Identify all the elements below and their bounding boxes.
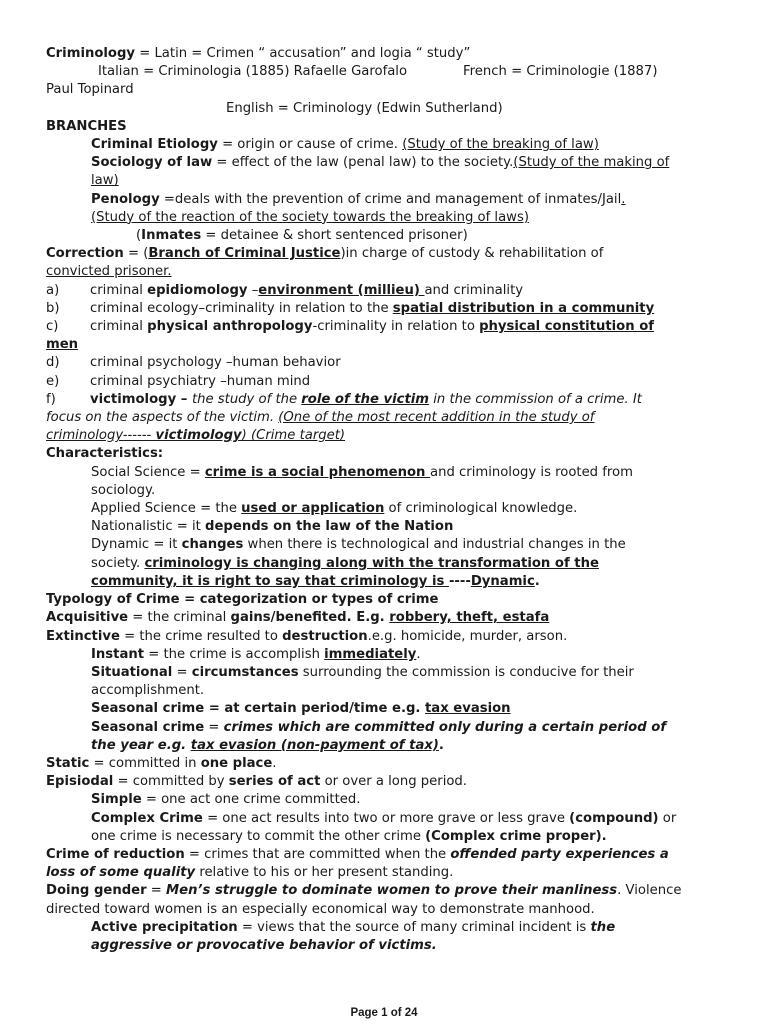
term: Criminology [46, 46, 136, 61]
text: of criminological knowledge. [384, 501, 578, 517]
text-line [46, 737, 726, 755]
text-line [46, 136, 726, 154]
term: depends on the law of the Nation [205, 519, 454, 535]
term: Correction [46, 246, 124, 262]
text-line [46, 191, 726, 209]
list-item [46, 318, 726, 336]
text: )in charge of custody & rehabilitation of [340, 246, 604, 262]
term: Static [46, 755, 90, 771]
text-line [46, 81, 726, 99]
text-line [46, 45, 726, 63]
text: one crime is necessary to commit the other crime [91, 828, 426, 844]
list-item [46, 300, 726, 318]
text: (Study of the making of [513, 155, 670, 171]
heading-text: Characteristics: [46, 446, 164, 462]
term: used or application [241, 501, 385, 517]
text: and criminology is rooted from [430, 464, 633, 480]
list-marker: b) [46, 300, 60, 316]
text-line [46, 536, 726, 554]
term: Simple [91, 792, 142, 808]
term: Penology [91, 191, 160, 207]
text-line [46, 154, 726, 172]
term: loss of some quality [46, 865, 196, 881]
text: = ( [123, 246, 149, 262]
text: convicted prisoner. [46, 264, 172, 280]
page-footer [0, 1007, 768, 1019]
term: one place [200, 755, 273, 771]
term: the [590, 919, 616, 935]
text-line [46, 791, 726, 809]
page-content [46, 45, 726, 955]
term: tax evasion [425, 701, 511, 717]
list-item [46, 373, 726, 391]
text-line [46, 773, 726, 791]
text-line [46, 409, 726, 427]
text-line [46, 864, 726, 882]
text-line [46, 172, 726, 190]
text: = origin or cause of crime. [217, 137, 403, 153]
text-line [46, 682, 726, 700]
term: (Complex crime proper). [425, 828, 607, 844]
term: Active precipitation [91, 919, 238, 935]
term: Branch of Criminal Justice [148, 246, 341, 262]
text: law) [91, 173, 119, 189]
text: when there is technological and industrial changes in the [243, 537, 626, 553]
text-line [46, 245, 726, 263]
text-line [46, 464, 726, 482]
list-marker: d) [46, 355, 60, 371]
term: criminology is changing along with the transformation of the [144, 555, 599, 571]
text: Paul Topinard [46, 82, 134, 98]
term: series of act [228, 774, 321, 790]
term: Seasonal crime = at certain period/time e.g. [91, 701, 425, 717]
term: victimology [155, 428, 242, 444]
text-line [46, 227, 726, 245]
term: Sociology of law [91, 155, 213, 171]
section-heading [46, 445, 726, 463]
text-line [46, 810, 726, 828]
text: . [416, 646, 421, 662]
text-line [46, 263, 726, 281]
term: Doing gender [46, 883, 147, 899]
term: destruction [282, 628, 368, 644]
heading-text: BRANCHES [46, 118, 127, 134]
text: = detainee & short sentenced prisoner) [201, 228, 468, 244]
text: . [621, 191, 626, 207]
text: criminal [90, 319, 148, 335]
term: Crime of reduction [46, 846, 185, 862]
text-line [46, 518, 726, 536]
text-line [46, 700, 726, 718]
text: or over a long period. [320, 774, 467, 790]
text-line [46, 919, 726, 937]
text-line [46, 427, 726, 445]
term: offended party experiences a [450, 846, 669, 862]
term: circumstances [191, 664, 299, 680]
text: = crimes that are committed when the [184, 846, 451, 862]
text: = the crime resulted to [119, 628, 283, 644]
text: ( [136, 228, 142, 244]
text: = the crime is accomplish [144, 646, 325, 662]
text-line [46, 664, 726, 682]
term: role of the victim [301, 391, 430, 407]
list-marker: e) [46, 373, 60, 389]
text: (One of the most recent addition in the study of [278, 410, 595, 426]
term: Dynamic [470, 573, 535, 589]
text: criminal [90, 282, 148, 298]
text: ) (Crime target) [241, 428, 346, 444]
text-line [46, 719, 726, 737]
text: and criminality [424, 282, 524, 298]
text: Nationalistic = it [91, 519, 206, 535]
text: = views that the source of many criminal incident is [237, 919, 591, 935]
text: Social Science = [91, 464, 205, 480]
text: sociology. [91, 482, 156, 498]
text: = committed by [113, 774, 229, 790]
term: (compound) [569, 810, 659, 826]
text-line [46, 609, 726, 627]
heading-text: Typology of Crime = categorization or types of crime [46, 592, 439, 608]
text: = [172, 664, 192, 680]
text-line [46, 555, 726, 573]
page-number: Page 1 of 24 [350, 1007, 418, 1019]
section-heading [46, 591, 726, 609]
term: Seasonal crime [91, 719, 205, 735]
term: Inmates [141, 228, 202, 244]
term: men [46, 337, 79, 353]
text: = Latin = Crimen “ accusation” and logia “ study” [135, 46, 471, 61]
list-item [46, 354, 726, 372]
text: .e.g. homicide, murder, arson. [367, 628, 568, 644]
term: community, it is right to say that criminology is [91, 573, 449, 589]
text: = [146, 883, 167, 899]
term: Instant [91, 646, 145, 662]
term: crime is a social phenomenon [204, 464, 431, 480]
text: surrounding the commission is conducive for their [298, 664, 634, 680]
term: tax evasion (non-payment of tax) [190, 737, 439, 753]
text: – [247, 282, 259, 298]
text-line [46, 628, 726, 646]
text-line [46, 500, 726, 518]
text: Dynamic = it [91, 537, 182, 553]
text: focus on the aspects of the victim. [46, 410, 279, 426]
list-marker: c) [46, 319, 59, 335]
text: (Study of the breaking of law) [402, 137, 599, 153]
text-line [46, 901, 726, 919]
term: Episiodal [46, 774, 114, 790]
term: epidiomology [147, 282, 248, 298]
text: or [658, 810, 677, 826]
term: physical constitution of [479, 319, 655, 335]
term: . [534, 573, 540, 589]
section-heading [46, 118, 726, 136]
term: gains/benefited. E.g. [230, 610, 390, 626]
term: Extinctive [46, 628, 120, 644]
text-line [46, 846, 726, 864]
text-line [46, 482, 726, 500]
text: criminal psychology –human behavior [90, 355, 341, 371]
text: French = Criminologie (1887) [463, 64, 658, 80]
term: Criminal Etiology [91, 137, 218, 153]
term: Situational [91, 664, 173, 680]
term: Complex Crime [91, 810, 203, 826]
text: directed toward women is an especially economical way to demonstrate manhood. [46, 901, 595, 917]
text-line [46, 937, 726, 955]
list-marker: a) [46, 282, 60, 298]
term: physical anthropology [147, 319, 313, 335]
text: Applied Science = the [91, 501, 242, 517]
term: Acquisitive [46, 610, 129, 626]
text: English = Criminology (Edwin Sutherland) [226, 100, 503, 116]
text: = effect of the law (penal law) to the society. [212, 155, 514, 171]
text: accomplishment. [91, 683, 205, 699]
text: . [272, 755, 277, 771]
list-item [46, 391, 726, 409]
term: changes [181, 537, 244, 553]
text: = one act one crime committed. [141, 792, 361, 808]
list-marker: f) [46, 391, 56, 407]
term: ---- [448, 573, 471, 589]
text: in the commission of a crime. It [429, 391, 642, 407]
list-item [46, 282, 726, 300]
text: relative to his or her present standing. [195, 865, 454, 881]
text-line [46, 755, 726, 773]
term: the year e.g. [91, 737, 191, 753]
text: Italian = Criminologia (1885) Rafaelle Garofalo [98, 64, 408, 80]
term: robbery, theft, estafa [389, 610, 550, 626]
text-line [46, 336, 726, 354]
term: crimes which are committed only during a certain period of [223, 719, 667, 735]
text: the study of the [191, 391, 302, 407]
term: environment (millieu) [258, 282, 425, 298]
text-line [46, 63, 726, 81]
text: society. [91, 555, 145, 571]
term: spatial distribution in a community [392, 300, 655, 316]
text: -criminality in relation to [312, 319, 480, 335]
text-line [46, 573, 726, 591]
text-line [46, 882, 726, 900]
text: . Violence [617, 883, 682, 899]
text: = the criminal [128, 610, 231, 626]
text: criminology------ [46, 428, 156, 444]
text: = [204, 719, 224, 735]
term: Men’s struggle to dominate women to prove their manliness [166, 883, 618, 899]
term: immediately [324, 646, 417, 662]
text-line [46, 646, 726, 664]
text: (Study of the reaction of the society towards the breaking of laws) [91, 209, 529, 225]
term: aggressive or provocative behavior of victims. [91, 937, 437, 953]
text-line [46, 828, 726, 846]
text: criminal ecology–criminality in relation to the [90, 300, 393, 316]
text-line [46, 100, 726, 118]
text: criminal psychiatry –human mind [90, 373, 311, 389]
term: . [438, 737, 444, 753]
text: = committed in [89, 755, 201, 771]
text-line [46, 209, 726, 227]
term: victimology – [90, 391, 192, 407]
text: =deals with the prevention of crime and management of inmates/Jail [159, 191, 622, 207]
text: = one act results into two or more grave or less grave [202, 810, 570, 826]
